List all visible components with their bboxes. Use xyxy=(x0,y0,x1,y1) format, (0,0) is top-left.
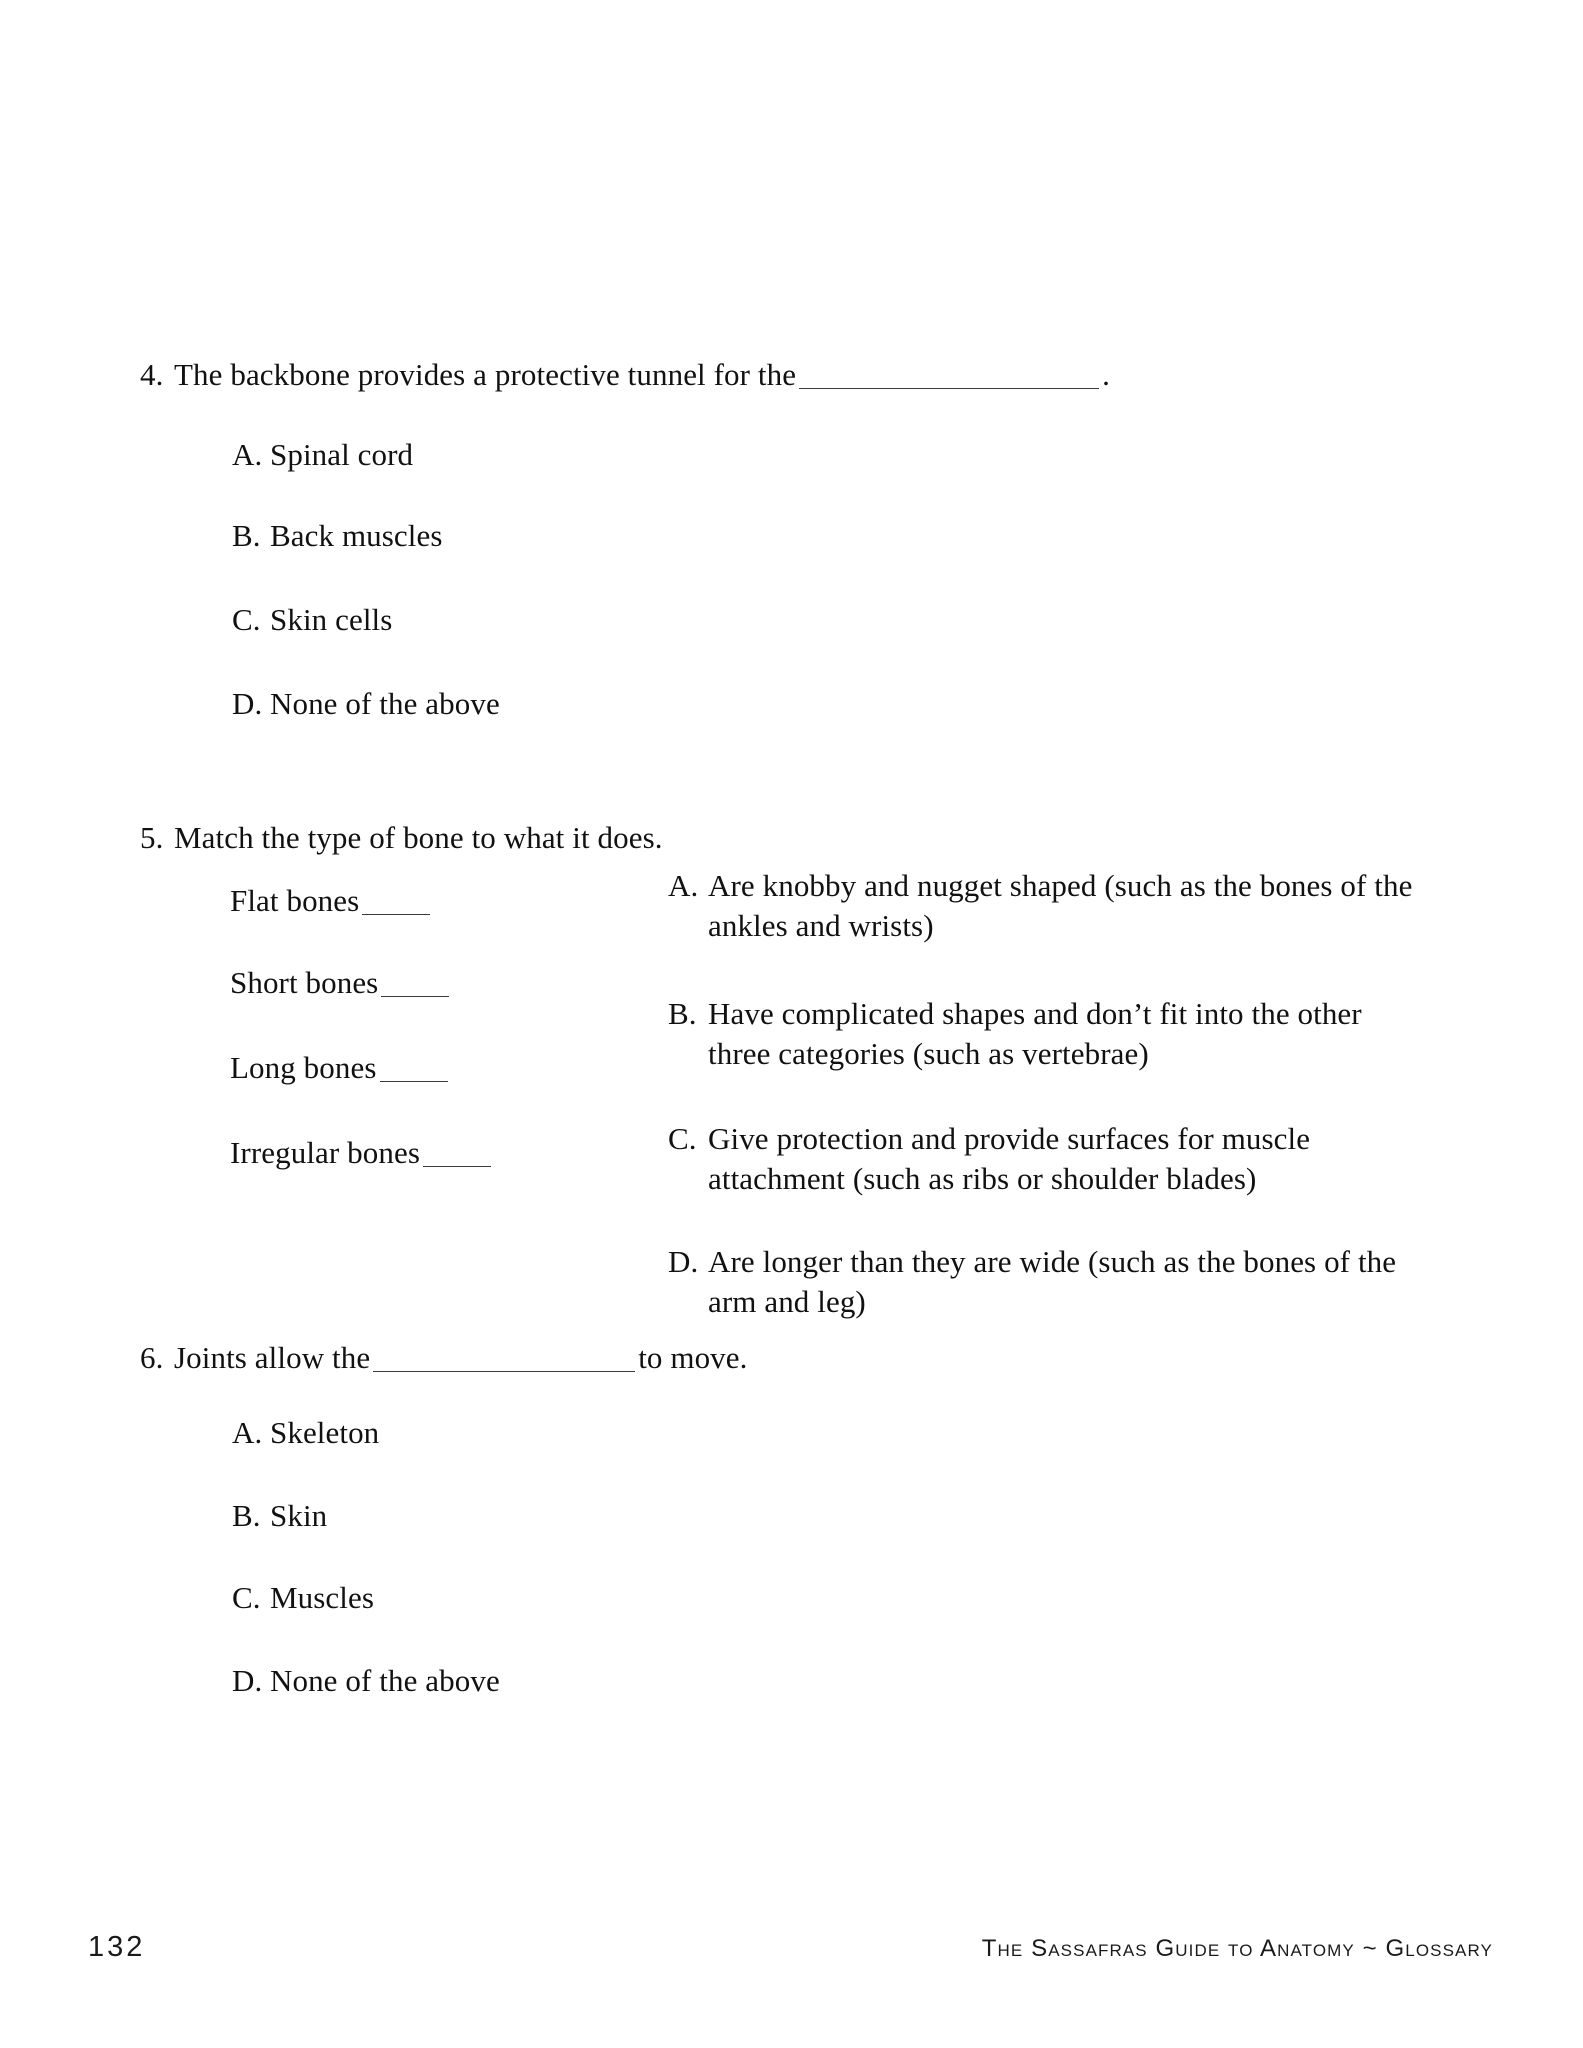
footer-page-number: 132 xyxy=(88,1931,146,1963)
question-6-option-c[interactable] xyxy=(232,1580,374,1617)
option-letter: A. xyxy=(668,868,699,903)
option-letter: C. xyxy=(668,1121,697,1156)
term-label: Short bones xyxy=(230,965,379,1000)
question-5-option-d[interactable] xyxy=(668,1242,1428,1323)
question-6-option-d[interactable] xyxy=(232,1663,500,1700)
option-label: Skeleton xyxy=(270,1415,380,1450)
option-label: Skin cells xyxy=(270,602,393,637)
question-5-number: 5. xyxy=(140,820,164,855)
question-6-prompt-text: Joints allow the xyxy=(174,1340,371,1375)
question-5-term-long-bones[interactable] xyxy=(230,1050,451,1087)
question-5-term-irregular-bones[interactable] xyxy=(230,1135,494,1172)
question-4-prompt-terminator: . xyxy=(1102,357,1110,392)
option-letter: A. xyxy=(232,1415,263,1450)
option-label: Muscles xyxy=(270,1580,375,1615)
option-label: Are longer than they are wide (such as the bones of the arm and leg) xyxy=(708,1244,1397,1320)
question-4-option-d[interactable] xyxy=(232,686,500,723)
option-letter: D. xyxy=(668,1244,699,1279)
option-letter: B. xyxy=(232,1498,261,1533)
option-label: Spinal cord xyxy=(270,437,414,472)
option-letter: D. xyxy=(232,1663,263,1698)
question-4-option-a[interactable] xyxy=(232,437,413,474)
term-label: Long bones xyxy=(230,1050,377,1085)
question-5-option-a[interactable] xyxy=(668,866,1428,947)
question-6-answer-blank[interactable] xyxy=(373,1371,635,1372)
question-5-prompt xyxy=(140,820,663,857)
question-4-option-c[interactable] xyxy=(232,602,392,639)
option-letter: C. xyxy=(232,602,261,637)
option-letter: C. xyxy=(232,1580,261,1615)
option-label: Back muscles xyxy=(270,518,443,553)
term-answer-blank[interactable] xyxy=(362,914,430,915)
question-5-option-b[interactable] xyxy=(668,994,1428,1075)
question-6-option-b[interactable] xyxy=(232,1498,327,1535)
option-letter: D. xyxy=(232,686,263,721)
term-label: Irregular bones xyxy=(230,1135,420,1170)
question-4-option-b[interactable] xyxy=(232,518,443,555)
question-5-option-c[interactable] xyxy=(668,1119,1428,1200)
option-letter: B. xyxy=(668,996,697,1031)
question-4-answer-blank[interactable] xyxy=(799,388,1099,389)
option-letter: A. xyxy=(232,437,263,472)
question-4-prompt xyxy=(140,357,1110,394)
option-label: None of the above xyxy=(270,686,500,721)
question-5-term-flat-bones[interactable] xyxy=(230,883,433,920)
option-label: Skin xyxy=(270,1498,328,1533)
question-6-number: 6. xyxy=(140,1340,164,1375)
question-5-prompt-text: Match the type of bone to what it does. xyxy=(174,820,663,855)
question-5-term-short-bones[interactable] xyxy=(230,965,452,1002)
option-letter: B. xyxy=(232,518,261,553)
footer-book-title: The Sassafras Guide to Anatomy ~ Glossary xyxy=(981,1935,1493,1962)
question-4-number: 4. xyxy=(140,357,164,392)
question-6-option-a[interactable] xyxy=(232,1415,379,1452)
term-answer-blank[interactable] xyxy=(423,1166,491,1167)
term-label: Flat bones xyxy=(230,883,360,918)
option-label: Have complicated shapes and don’t fit into the other three categories (such as vertebrae) xyxy=(708,996,1362,1072)
question-4-prompt-text: The backbone provides a protective tunnel for the xyxy=(174,357,797,392)
question-6-prompt xyxy=(140,1340,748,1377)
term-answer-blank[interactable] xyxy=(380,1081,448,1082)
option-label: Are knobby and nugget shaped (such as the bones of the ankles and wrists) xyxy=(708,868,1413,944)
question-6-prompt-suffix: to move. xyxy=(638,1340,748,1375)
option-label: Give protection and provide surfaces for muscle attachment (such as ribs or shoulder blades) xyxy=(708,1121,1311,1197)
term-answer-blank[interactable] xyxy=(381,996,449,997)
option-label: None of the above xyxy=(270,1663,500,1698)
